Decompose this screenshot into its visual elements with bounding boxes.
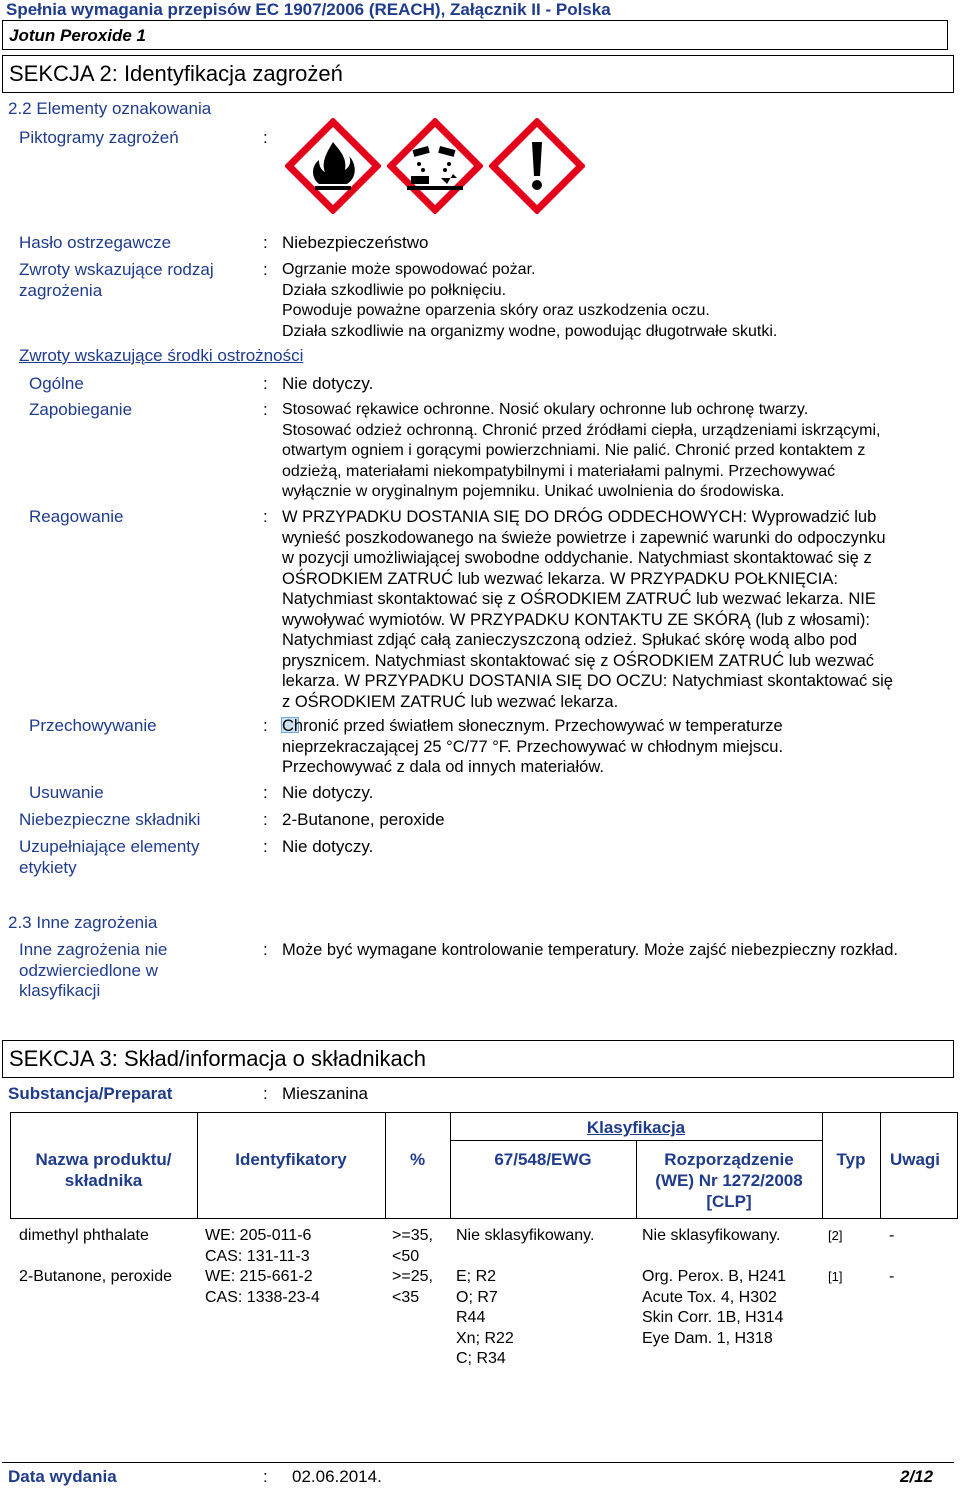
prevention-line: otwartym ogniem i gorącymi powierzchniami. Nie palić. Chronić przed kontaktem z (282, 442, 866, 459)
general-label: Ogólne (29, 374, 84, 393)
response-line: wywoływać wymiotów. W PRZYPADKU KONTAKTU ZE SKÓRĄ (lub z włosami): (282, 610, 870, 629)
substance-label: Substancja/Preparat (8, 1084, 173, 1103)
storage-line: Przechowywać z dala od innych materiałów. (282, 758, 604, 776)
col-header-line: Nazwa produktu/ (35, 1150, 172, 1169)
col-header-line: [CLP] (706, 1192, 752, 1211)
signal-word-value: Niebezpieczeństwo (282, 233, 429, 252)
section2-title: SEKCJA 2: Identyfikacja zagrożeń (9, 61, 343, 86)
col-product-name (10, 1149, 197, 1191)
prevention-line: Stosować odzież ochronną. Chronić przed źródłami ciepła, urządzeniami iskrzącymi, (282, 421, 881, 439)
percent-line: <35 (392, 1288, 420, 1306)
prevention-label: Zapobieganie (29, 400, 133, 419)
supplemental-value: Nie dotyczy. (282, 837, 374, 856)
page-number: 2/12 (900, 1467, 934, 1486)
colon: : (263, 783, 268, 802)
disposal-label: Usuwanie (29, 783, 104, 802)
response-line: w pozycji umożliwiającej swobodne oddychanie. Natychmiast skontaktować się z (282, 549, 872, 567)
other-hazards-label-line: odzwierciedlone w (19, 960, 158, 980)
colon: : (263, 128, 268, 147)
table-header-border (10, 1218, 958, 1219)
row1-ewg: Nie sklasyfikowany. (456, 1227, 595, 1244)
disposal-value: Nie dotyczy. (282, 783, 374, 802)
section3-title-box (2, 1040, 954, 1078)
hazard-statements-value (282, 260, 952, 342)
response-line: lekarza. W PRZYPADKU DOSTANIA SIĘ DO OCZU: Natychmiast skontaktować się (282, 672, 893, 690)
signal-word-label: Hasło ostrzegawcze (19, 233, 172, 252)
ewg-line: O; R7 (456, 1288, 498, 1306)
subsection-2-2: 2.2 Elementy oznakowania (8, 99, 212, 118)
product-name: Jotun Peroxide 1 (9, 26, 146, 45)
ewg-line: Xn; R22 (456, 1329, 514, 1347)
storage-label: Przechowywanie (29, 716, 157, 735)
col-percent: % (409, 1150, 426, 1169)
row2-ewg (456, 1267, 514, 1370)
colon: : (263, 1084, 268, 1103)
product-name-box (2, 20, 948, 50)
subsection-2-3: 2.3 Inne zagrożenia (8, 913, 158, 932)
identifier-line: WE: 215-661-2 (205, 1268, 313, 1285)
percent-line: >=35, (392, 1227, 433, 1244)
classification-header: Klasyfikacja (586, 1118, 686, 1137)
corrosion-pictogram-icon (387, 118, 483, 214)
response-line: z OŚRODKIEM ZATRUĆ lub wezwać lekarza. (282, 692, 619, 711)
col-header-line: składnika (64, 1171, 143, 1190)
colon: : (263, 940, 268, 959)
other-hazards-label-line: klasyfikacji (19, 981, 101, 1000)
hazardous-components-label: Niebezpieczne składniki (19, 810, 201, 829)
row1-clp: Nie sklasyfikowany. (642, 1227, 781, 1244)
colon: : (263, 507, 268, 526)
percent-line: >=25, (392, 1268, 433, 1285)
col-notes: Uwagi (889, 1150, 941, 1169)
row1-type: [2] (828, 1228, 843, 1243)
prevention-line: Stosować rękawice ochronne. Nosić okulary ochronne lub ochronę twarzy. (282, 401, 809, 418)
pictograms-label: Piktogramy zagrożeń (19, 128, 179, 147)
table-top-border (10, 1112, 958, 1113)
other-hazards-label (19, 940, 167, 1002)
hazard-statements-label-line: zagrożenia (19, 280, 103, 300)
precautionary-heading: Zwroty wskazujące środki ostrożności (19, 346, 304, 365)
ewg-line: C; R34 (456, 1350, 506, 1367)
identifier-line: CAS: 1338-23-4 (205, 1288, 320, 1306)
prevention-value (282, 400, 952, 503)
hazardous-components-value: 2-Butanone, peroxide (282, 810, 445, 829)
other-hazards-label-line: Inne zagrożenia nie (19, 940, 168, 959)
col-header-line: Rozporządzenie (664, 1150, 794, 1169)
clp-line: Org. Perox. B, H241 (642, 1268, 787, 1285)
response-line: OŚRODKIEM ZATRUĆ lub wezwać lekarza. W PRZYPADKU POŁKNIĘCIA: (282, 569, 838, 588)
other-hazards-value: Może być wymagane kontrolowanie temperatury. Może zajść niebezpieczny rozkład. (282, 941, 898, 959)
hazard-line: Działa szkodliwie na organizmy wodne, powodując długotrwałe skutki. (282, 322, 778, 340)
issue-date-value: 02.06.2014. (292, 1467, 382, 1486)
row1-name: dimethyl phthalate (19, 1227, 149, 1244)
colon: : (263, 233, 268, 252)
colon: : (263, 716, 268, 735)
ewg-line: E; R2 (456, 1268, 497, 1285)
col-ewg: 67/548/EWG (494, 1150, 592, 1169)
supplemental-label-line: etykiety (19, 857, 77, 877)
clp-line: Skin Corr. 1B, H314 (642, 1309, 784, 1326)
identifier-line: WE: 205-011-6 (205, 1227, 312, 1244)
response-line: prysznicem. Natychmiast skontaktować się z OŚRODKIEM ZATRUĆ lub wezwać (282, 651, 875, 670)
footer (2, 1462, 954, 1490)
section2-title-box (2, 55, 954, 93)
regulation-header: Spełnia wymagania przepisów EC 1907/2006 (REACH), Załącznik II - Polska (6, 0, 611, 19)
col-clp (636, 1149, 822, 1212)
supplemental-label (19, 837, 200, 878)
row2-identifiers (205, 1267, 320, 1308)
row1-percent (392, 1226, 433, 1267)
section3-title: SEKCJA 3: Skład/informacja o składnikach (9, 1046, 426, 1071)
storage-line: nieprzekraczającej 25 °C/77 °F. Przechowywać w chłodnym miejscu. (282, 737, 784, 756)
hazard-statements-label-line: Zwroty wskazujące rodzaj (19, 260, 214, 279)
supplemental-label-line: Uzupełniające elementy (19, 837, 200, 856)
colon: : (263, 400, 268, 419)
colon: : (263, 837, 268, 856)
hazard-line: Powoduje poważne oparzenia skóry oraz uszkodzenia oczu. (282, 302, 710, 319)
col-type: Typ (836, 1150, 866, 1169)
colon: : (263, 1467, 268, 1486)
row2-clp (642, 1267, 786, 1349)
response-line: Natychmiast skontaktować się z OŚRODKIEM ZATRUĆ lub wezwać lekarza. NIE (282, 590, 876, 608)
col-header-line: (WE) Nr 1272/2008 (655, 1171, 803, 1190)
clp-line: Acute Tox. 4, H302 (642, 1288, 777, 1306)
clp-line: Eye Dam. 1, H318 (642, 1329, 773, 1347)
hazard-line: Ogrzanie może spowodować pożar. (282, 261, 536, 278)
colon: : (263, 810, 268, 829)
hazard-statements-label (19, 260, 214, 301)
row2-notes: - (889, 1268, 895, 1285)
response-line: Natychmiast zdjąć całą zanieczyszczoną odzież. Spłukać skórę wodą albo pod (282, 631, 858, 649)
substance-value: Mieszanina (282, 1084, 368, 1103)
col-identifiers: Identyfikatory (235, 1150, 347, 1169)
storage-value (282, 716, 952, 778)
storage-line: Chronić przed światłem słonecznym. Przechowywać w temperaturze (282, 717, 783, 735)
colon: : (263, 374, 268, 393)
identifier-line: CAS: 131-11-3 (205, 1247, 310, 1265)
row1-identifiers (205, 1226, 311, 1267)
prevention-line: odzieżą, materiałami niekompatybilnymi i materiałami palnymi. Przechowywać (282, 462, 836, 480)
flame-pictogram-icon (285, 118, 381, 214)
response-label: Reagowanie (29, 507, 124, 526)
colon: : (263, 260, 268, 279)
percent-line: <50 (392, 1247, 420, 1265)
table-border-right (957, 1112, 958, 1218)
row2-name: 2-Butanone, peroxide (19, 1268, 172, 1285)
general-value: Nie dotyczy. (282, 374, 374, 393)
row2-percent (392, 1267, 433, 1308)
hazard-line: Działa szkodliwie po połknięciu. (282, 281, 507, 299)
prevention-line: wyłącznie w oryginalnym pojemniku. Unikać uwolnienia do środowiska. (282, 483, 785, 500)
response-value (282, 507, 952, 712)
response-line: wynieść poszkodowanego na świeże powietrze i zapewnić warunki do odpoczynku (282, 528, 886, 547)
exclamation-pictogram-icon (489, 118, 585, 214)
row1-notes: - (889, 1227, 895, 1244)
response-line: W PRZYPADKU DOSTANIA SIĘ DO DRÓG ODDECHOWYCH: Wyprowadzić lub (282, 508, 877, 526)
ewg-line: R44 (456, 1309, 486, 1326)
issue-date-label: Data wydania (8, 1467, 117, 1486)
row2-type: [1] (828, 1269, 843, 1284)
